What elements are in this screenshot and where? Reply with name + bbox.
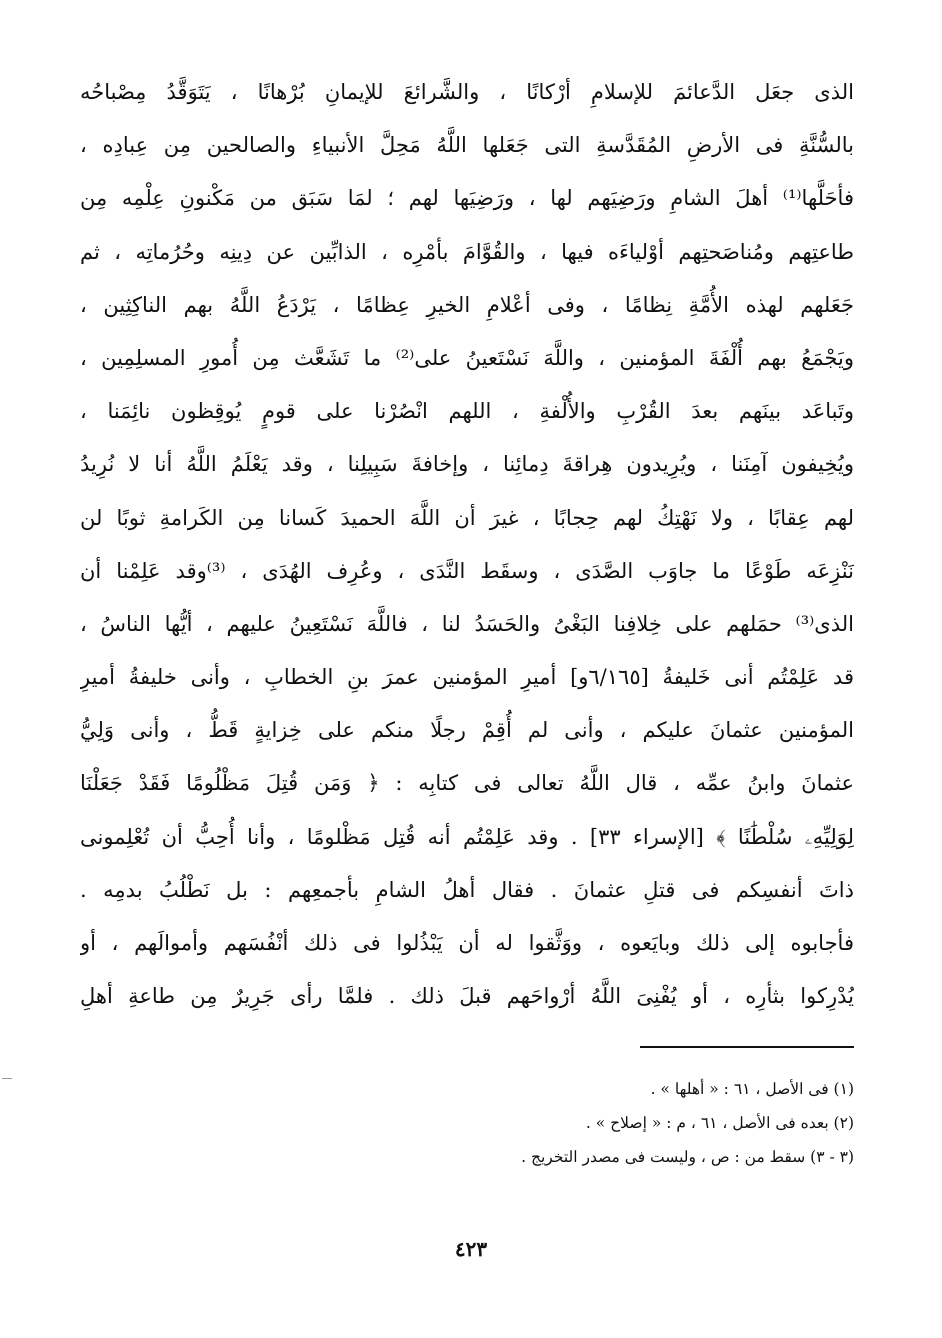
text-line: وتَباعَد بينَهم بعدَ القُرْبِ والأُلْفةِ ، اللهم انْصُرْنا على قومٍ يُوقِظون نائِمَنا ،: [80, 399, 854, 424]
text-line: ذاتَ أنفسِكم فى قتلِ عثمانَ . فقال أهلُ الشامِ بأجمعِهم : بل نَطْلُبُ بدمِه .: [80, 877, 854, 902]
text-line: ويُخِيفون آمِنَنا ، ويُرِيدون هِراقةَ دِمائِنا ، وإخافةَ سَبِيلِنا ، وقد يَعْلَمُ اللَّهُ أنا لا نُرِيدُ: [80, 452, 854, 477]
footnote-separator: [640, 1046, 854, 1048]
footnote: (٢) بعده فى الأصل ، ٦١ ، م : « إصلاح » .: [585, 1114, 854, 1132]
text-line: قد عَلِمْتُم أنى خَليفةُ [٦/١٦٥و] أميرِ المؤمنين عمرَ بنِ الخطابِ ، وأنى خليفةُ أميرِ: [80, 665, 854, 690]
main-text: [80, 66, 854, 1023]
page-number: ٤٢٣: [454, 1237, 488, 1261]
text-line: عثمانَ وابنُ عمِّه ، قال اللَّهُ تعالى فى كتابِه : ﴿ وَمَن قُتِلَ مَظْلُومًا فَقَدْ جَعَلْنَا: [80, 771, 854, 796]
footnotes: [154, 1072, 854, 1174]
text-line: لِوَلِيِّهِۦ سُلْطَٰنًا ﴾ [الإسراء ٣٣] . وقد عَلِمْتُم أنه قُتِل مَظْلومًا ، وأنا أُحِبُّ أن تُعْلِمونى: [80, 824, 854, 849]
text-line: الذى جعَل الدَّعائمَ للإسلامِ أرْكانًا ، والشَّرائعَ للإيمانِ بُرْهانًا ، يَتَوَقَّدُ مِصْباحُه: [80, 80, 854, 104]
text-line: المؤمنين عثمانَ عليكم ، وأنى لم أُقِمْ رجلًا منكم على خِزايةٍ قَطُّ ، وأنى وَلِيُّ: [80, 718, 854, 743]
text-line: يُدْرِكوا بثأرِه ، أو يُفْنِىَ اللَّهُ أرْواحَهم قبلَ ذلك . فلمَّا رأى جَرِيرٌ مِن طاعةِ أهلِ: [80, 984, 854, 1009]
text-line: نَنْزِعَه طَوْعًا ما جاوَب الصَّدَى ، وسقَط النَّدَى ، وعُرِف الهُدَى ، ⁽³⁾وقد عَلِمْنا أن: [80, 558, 854, 583]
text-line: بالسُّنَّةِ فى الأرضِ المُقَدَّسةِ التى جَعَلها اللَّهُ مَحِلَّ الأنبياءِ والصالحين مِن عِبادِه ،: [80, 133, 854, 158]
text-line: الذى⁽³⁾ حمَلهم على خِلافِنا البَغْىُ والحَسَدُ لنا ، فاللَّهَ نَسْتَعِينُ عليهم ، أيُّها الناسُ ،: [80, 611, 854, 636]
footnote: (١) فى الأصل ، ٦١ : « أهلها » .: [650, 1080, 854, 1098]
text-line: فأجابوه إلى ذلك وبايَعوه ، ووَثَّقوا له أن يَبْذُلوا فى ذلك أنْفُسَهم وأموالَهم ، أو: [80, 931, 854, 955]
text-line: لهم عِقابًا ، ولا نَهْتِكُ لهم حِجابًا ، غيرَ أن اللَّهَ الحميدَ كَسانا مِن الكَرامةِ ثوبًا لن: [80, 505, 854, 530]
text-line: ويَجْمَعُ بهم أُلْفَةَ المؤمنين ، واللَّهَ نَسْتَعينُ على⁽²⁾ ما تَشَعَّث مِن أُمورِ المسلِمِين ،: [80, 345, 854, 370]
footnote: (٣ - ٣) سقط من : ص ، وليست فى مصدر التخريج .: [521, 1148, 854, 1166]
scan-artifact: [2, 1078, 12, 1079]
text-line: طاعتِهم ومُناصَحتِهم أوْلياءَه فيها ، والقُوَّامَ بأمْرِه ، الذابِّين عن دِينِه وحُرُماتِه ، ثم: [80, 239, 854, 264]
text-line: فأحَلَّها⁽¹⁾ أهلَ الشامِ ورَضِيَهم لها ، ورَضِيَها لهم ؛ لمَا سَبَق من مَكْنونِ عِلْمِه مِن: [80, 186, 854, 211]
text-line: جَعَلهم لهذه الأُمَّةِ نِظامًا ، وفى أعْلامِ الخيرِ عِظامًا ، يَرْدَعُ اللَّهُ بهم الناكِثِين ،: [80, 292, 854, 317]
